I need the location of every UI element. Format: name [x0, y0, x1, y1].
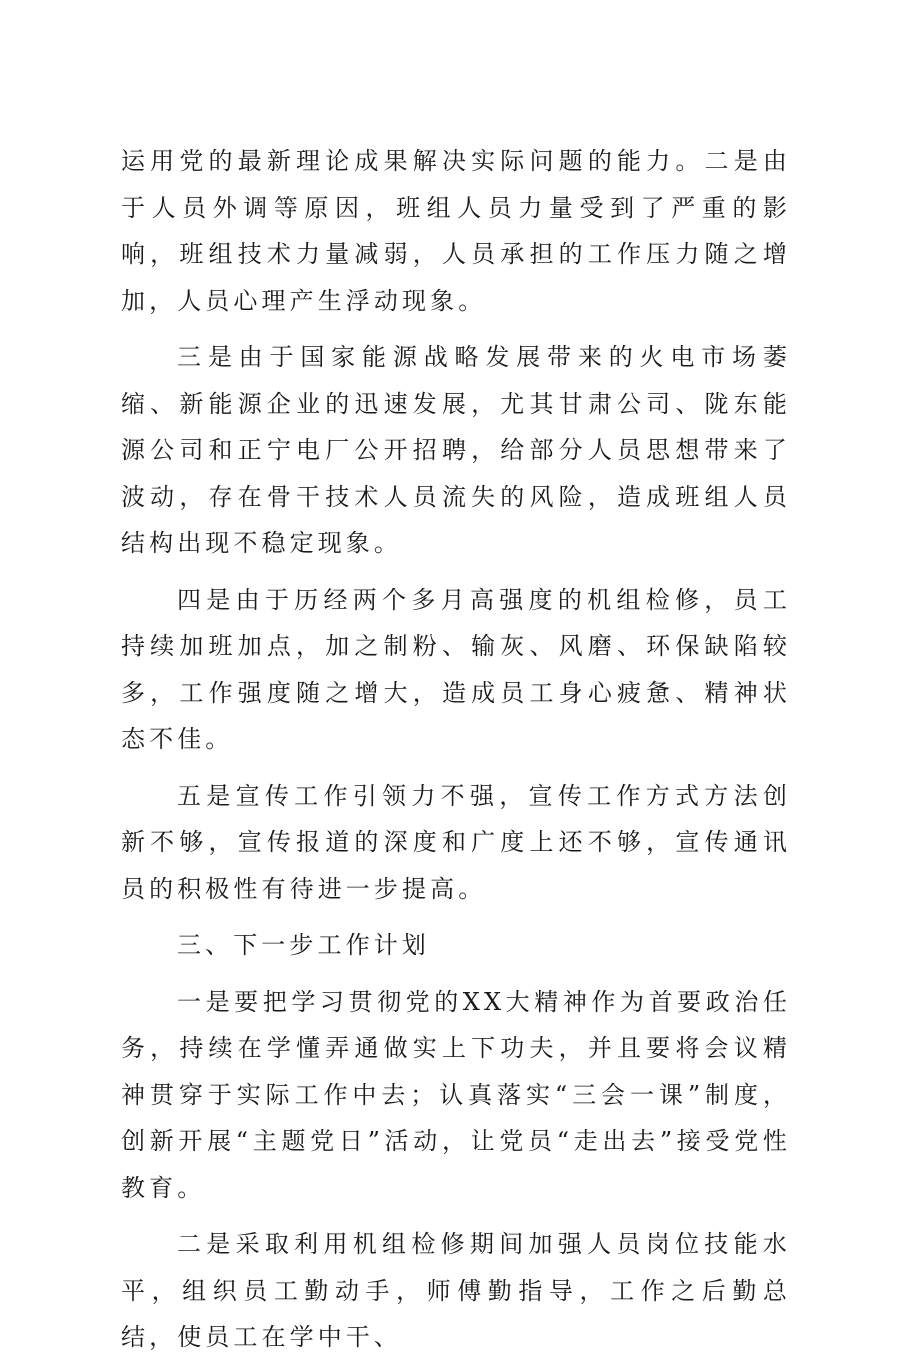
paragraph-point-five: 五是宣传工作引领力不强，宣传工作方式方法创新不够，宣传报道的深度和广度上还不够，宣传通讯员的积极性有待进一步提高。	[121, 781, 791, 903]
document-body	[121, 138, 791, 1361]
paragraph-continuation: 运用党的最新理论成果解决实际问题的能力。二是由于人员外调等原因，班组人员力量受到了严重的影响，班组技术力量减弱，人员承担的工作压力随之增加，人员心理产生浮动现象。	[121, 147, 791, 315]
paragraph-point-four: 四是由于历经两个多月高强度的机组检修，员工持续加班加点，加之制粉、输灰、风磨、环保缺陷较多，工作强度随之增大，造成员工身心疲惫、精神状态不佳。	[121, 585, 791, 753]
paragraph-plan-one: 一是要把学习贯彻党的XX大精神作为首要政治任务，持续在学懂弄通做实上下功夫，并且要将会议精神贯穿于实际工作中去；认真落实“三会一课”制度，创新开展“主题党日”活动，让党员“走出去”接受党性教育。	[121, 987, 791, 1202]
paragraph-point-three: 三是由于国家能源战略发展带来的火电市场萎缩、新能源企业的迅速发展，尤其甘肃公司、陇东能源公司和正宁电厂公开招聘，给部分人员思想带来了波动，存在骨干技术人员流失的风险，造成班组人员结构出现不稳定现象。	[121, 343, 791, 557]
section-heading: 三、下一步工作计划	[177, 931, 430, 959]
paragraph-plan-two: 二是采取利用机组检修期间加强人员岗位技能水平，组织员工勤动手，师傅勤指导，工作之后勤总结，使员工在学中干、	[121, 1230, 791, 1351]
